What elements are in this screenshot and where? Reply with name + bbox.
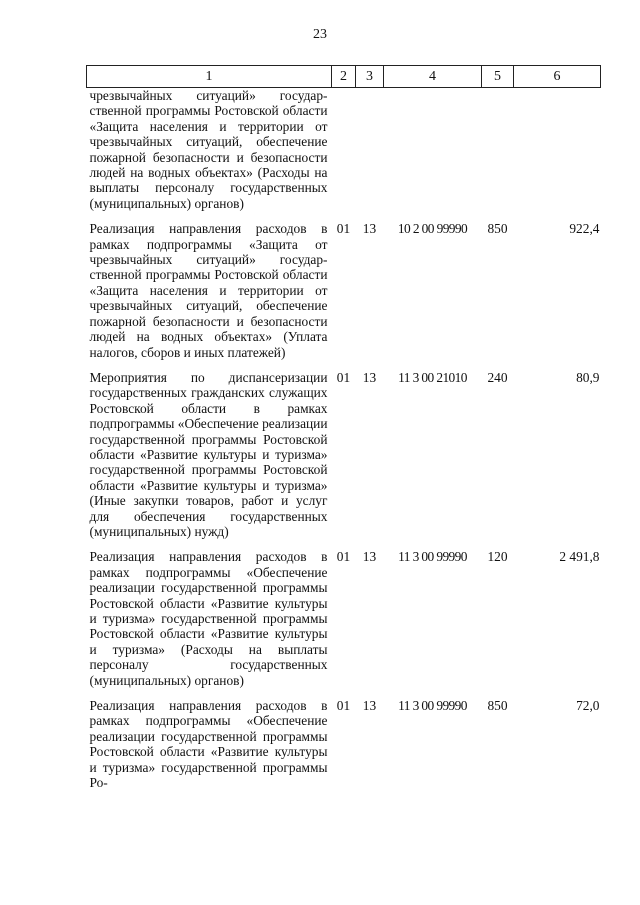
row-description: чрезвычайных ситуаций» государственной программы Ростовской области «Защита населения и территории от чрезвычайных ситуаций, обеспечение пожарной безопасности и безопасности людей на водных объектах» (Расходы на выплаты персоналу государственных (муниципальных) органов) <box>89 88 328 211</box>
row-spacer <box>87 688 601 698</box>
column-header-description: 1 <box>87 66 332 88</box>
section-code: 01 <box>336 698 351 714</box>
page-number: 23 <box>313 27 327 42</box>
row-spacer <box>87 211 601 221</box>
subsection-code: 13 <box>362 549 377 565</box>
subsection-code: 13 <box>362 698 377 714</box>
subsection-code: 13 <box>362 369 377 385</box>
column-header-amount: 6 <box>514 66 601 88</box>
row-description: Реализация направления расходов в рамках подпрограммы «Защита от чрезвычайных ситуаций» государственной программы Ростовской области «Защита населения и территории от чрезвычайных ситуаций, обеспечение пожарной безопасности и безопасности людей на водных объектах» (Уплата налогов, сборов и иных платежей) <box>89 221 328 360</box>
target-item-code: 11 3 00 99990 <box>398 549 467 565</box>
row-spacer <box>87 539 601 549</box>
subsection-code <box>356 88 384 212</box>
expense-type-code: 240 <box>487 369 508 385</box>
budget-table <box>86 65 601 790</box>
row-spacer-cell <box>87 688 601 698</box>
expense-type-code <box>482 88 514 212</box>
row-description: Мероприятия по диспансеризации государственных гражданских служащих Ростовской области в рамках подпрограммы «Обеспечение реализации государственной программы Ростовской области «Развитие культуры и туризма» государственной программы Ростовской области «Развитие культуры и туризма» (Иные закупки товаров, работ и услуг для обеспечения государственных (муниципальных) нужд) <box>89 369 328 539</box>
expense-type-code: 850 <box>487 698 508 714</box>
amount <box>514 88 601 212</box>
amount: 2 491,8 <box>559 549 600 565</box>
row-spacer <box>87 360 601 370</box>
row-description: Реализация направления расходов в рамках подпрограммы «Обеспечение реализации государственной программы Ростовской области «Развитие культуры и туризма» государственной программы Ростовской области «Развитие культуры и туризма» (Расходы на выплаты персоналу государственных (муниципальных) органов) <box>89 549 328 688</box>
column-header-target-item: 4 <box>384 66 482 88</box>
table-row <box>87 549 601 688</box>
amount: 80,9 <box>576 369 600 385</box>
header-row <box>87 66 601 88</box>
subsection-code: 13 <box>362 221 377 237</box>
row-spacer-cell <box>87 539 601 549</box>
column-header-subsection: 3 <box>356 66 384 88</box>
column-header-expense-type: 5 <box>482 66 514 88</box>
target-item-code: 11 3 00 21010 <box>398 369 467 385</box>
table-row <box>87 698 601 790</box>
amount: 922,4 <box>569 221 600 237</box>
table-row <box>87 370 601 539</box>
expense-type-code: 120 <box>487 549 508 565</box>
row-spacer-cell <box>87 360 601 370</box>
row-spacer-cell <box>87 211 601 221</box>
table-body <box>87 88 601 791</box>
column-header-section: 2 <box>332 66 356 88</box>
expense-type-code: 850 <box>487 221 508 237</box>
row-description: Реализация направления расходов в рамках подпрограммы «Обеспечение реализации государственной программы Ростовской области «Развитие культуры и туризма» государственной программы Ро- <box>89 698 328 791</box>
table-row <box>87 221 601 360</box>
section-code: 01 <box>336 221 351 237</box>
table-row <box>87 88 601 212</box>
section-code <box>332 88 356 212</box>
target-item-code: 10 2 00 99990 <box>397 221 468 237</box>
section-code: 01 <box>336 369 351 385</box>
target-item-code: 11 3 00 99990 <box>398 698 467 714</box>
amount: 72,0 <box>576 698 600 714</box>
target-item-code <box>384 88 482 212</box>
section-code: 01 <box>336 549 351 565</box>
